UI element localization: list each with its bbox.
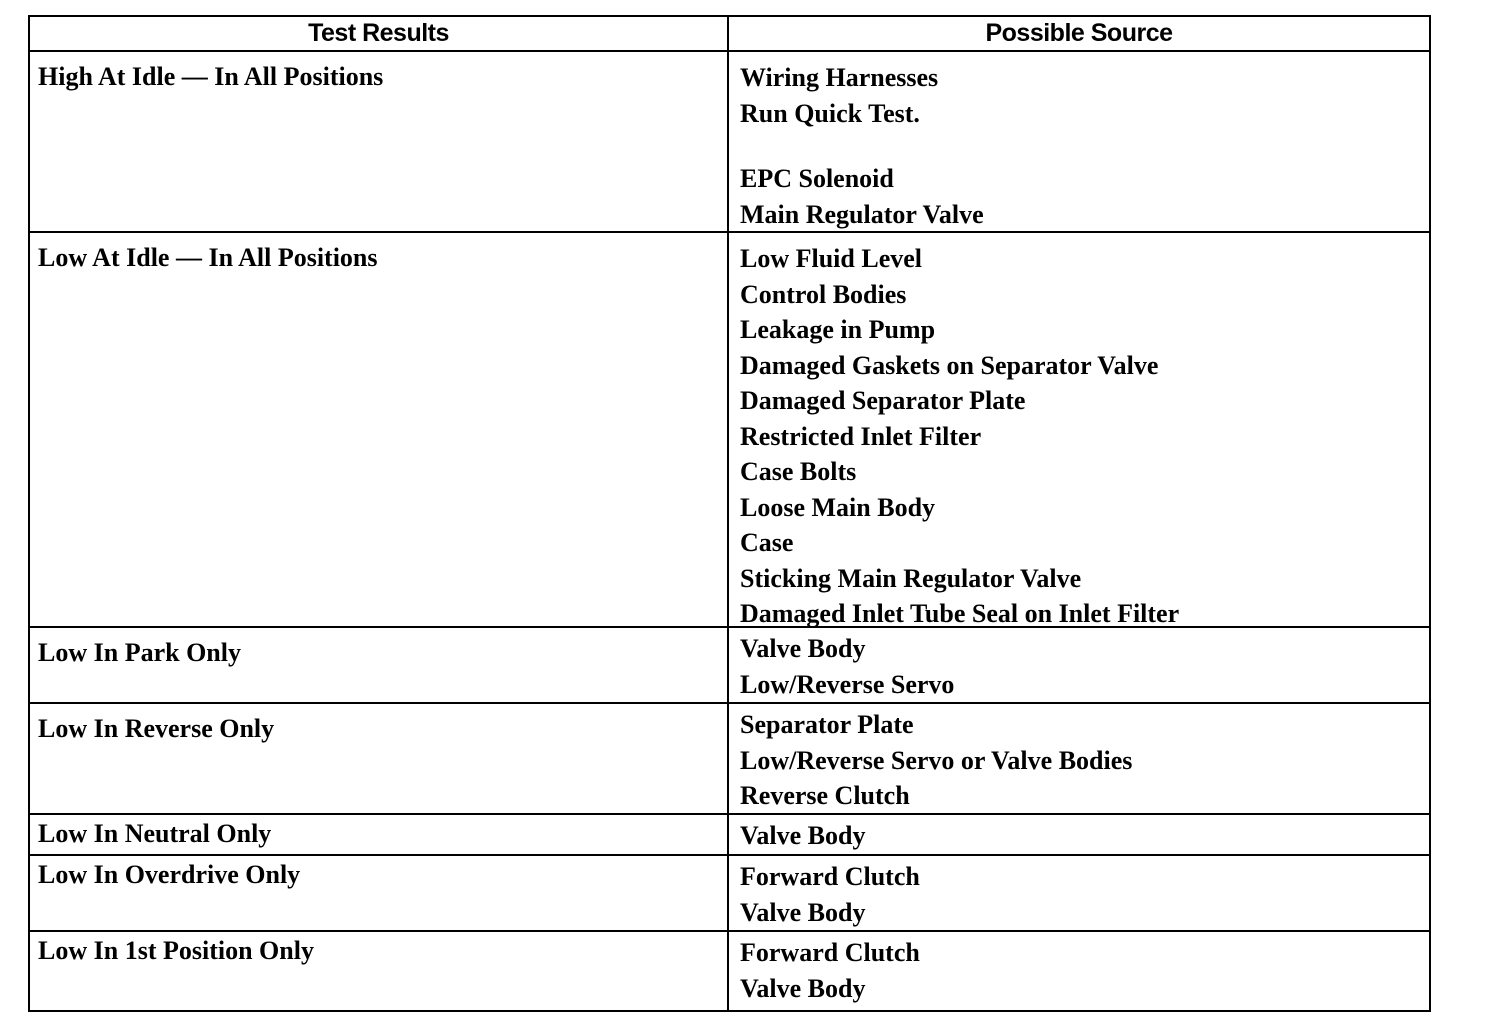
table-header xyxy=(30,17,1429,52)
source-item: Control Bodies xyxy=(740,279,907,309)
source-item: Damaged Separator Plate xyxy=(740,386,1026,415)
source-item: Loose Main Body xyxy=(740,492,936,522)
source-item: Forward Clutch xyxy=(740,862,920,891)
source-item: Restricted Inlet Filter xyxy=(740,421,982,451)
spacer xyxy=(740,131,1429,161)
source-item: Damaged Gaskets on Separator Valve xyxy=(740,350,1159,380)
source-item: Damaged Inlet Tube Seal on Inlet Filter xyxy=(740,599,1180,628)
table-row xyxy=(30,233,1429,628)
table-row xyxy=(30,856,1429,932)
table-row xyxy=(30,704,1429,815)
possible-source-cell xyxy=(729,704,1429,813)
table-row xyxy=(30,628,1429,704)
possible-source-cell xyxy=(729,932,1429,1010)
table-row xyxy=(30,815,1429,856)
source-item: Main Regulator Valve xyxy=(740,199,984,229)
source-item: Separator Plate xyxy=(740,710,914,739)
source-item: Low/Reverse Servo xyxy=(740,669,955,699)
possible-source-cell xyxy=(729,815,1429,854)
header-possible-source: Possible Source xyxy=(985,19,1173,47)
source-item: Leakage in Pump xyxy=(740,315,936,344)
source-item: Valve Body xyxy=(740,821,866,850)
source-item: Valve Body xyxy=(740,973,866,1003)
source-item: Case Bolts xyxy=(740,457,857,486)
table-row xyxy=(30,932,1429,1010)
source-item: Low Fluid Level xyxy=(740,244,923,273)
source-item: Reverse Clutch xyxy=(740,781,910,810)
test-result-cell: Low In 1st Position Only xyxy=(30,932,729,1010)
test-result-cell: High At Idle — In All Positions xyxy=(30,52,729,231)
source-item: Wiring Harnesses xyxy=(740,63,939,92)
source-item: Sticking Main Regulator Valve xyxy=(740,563,1082,593)
table-row xyxy=(30,52,1429,233)
possible-source-cell xyxy=(729,52,1429,231)
source-item: Run Quick Test. xyxy=(740,98,920,128)
test-result-cell: Low In Park Only xyxy=(30,628,729,702)
source-item: Forward Clutch xyxy=(740,938,920,967)
possible-source-cell xyxy=(729,628,1429,702)
source-item: Valve Body xyxy=(740,634,866,663)
test-result-cell: Low At Idle — In All Positions xyxy=(30,233,729,626)
diagnosis-table xyxy=(28,15,1431,1012)
test-result-cell: Low In Overdrive Only xyxy=(30,856,729,930)
possible-source-cell xyxy=(729,856,1429,930)
test-result-cell: Low In Neutral Only xyxy=(30,815,729,854)
source-item: EPC Solenoid xyxy=(740,164,894,193)
source-item: Valve Body xyxy=(740,897,866,927)
possible-source-cell xyxy=(729,233,1429,626)
source-item: Case xyxy=(740,528,794,557)
header-test-results: Test Results xyxy=(30,17,729,50)
test-result-cell: Low In Reverse Only xyxy=(30,704,729,813)
source-item: Low/Reverse Servo or Valve Bodies xyxy=(740,745,1133,775)
